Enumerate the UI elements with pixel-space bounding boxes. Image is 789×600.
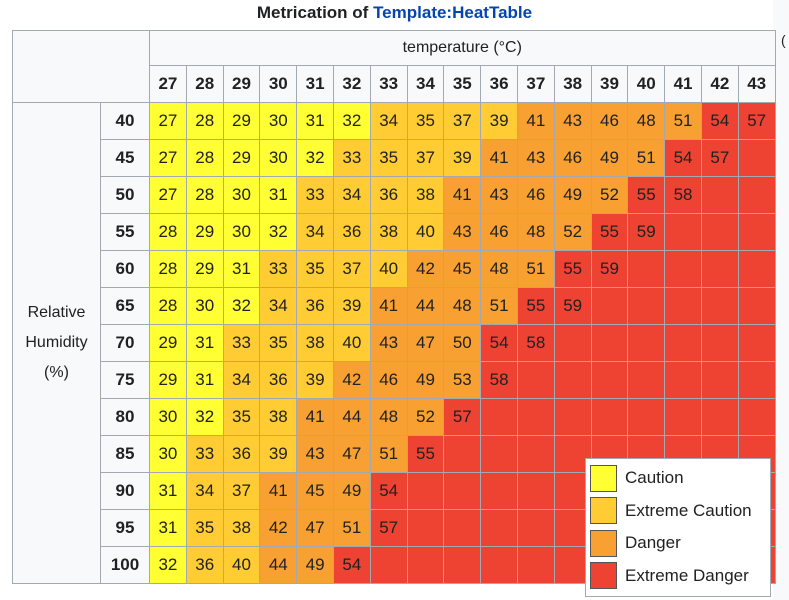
heat-cell: 31 <box>186 325 223 362</box>
heat-cell: 34 <box>333 177 370 214</box>
heat-cell: 39 <box>481 103 518 140</box>
humidity-tick: 95 <box>101 510 150 547</box>
heat-cell: 30 <box>223 214 260 251</box>
heat-cell: 52 <box>407 399 444 436</box>
legend-item <box>590 495 766 528</box>
heat-cell: 32 <box>297 140 334 177</box>
heat-cell: 50 <box>444 325 481 362</box>
heat-cell: 29 <box>223 140 260 177</box>
heat-cell: 32 <box>186 399 223 436</box>
table-row <box>13 288 776 325</box>
heat-cell: 57 <box>370 510 407 547</box>
legend-swatch <box>590 497 617 524</box>
heat-cell: 30 <box>186 288 223 325</box>
heat-cell: 32 <box>150 547 187 584</box>
humidity-tick: 85 <box>101 436 150 473</box>
heat-cell <box>591 288 628 325</box>
heat-cell: 33 <box>333 140 370 177</box>
heat-cell: 30 <box>260 140 297 177</box>
heat-cell: 51 <box>333 510 370 547</box>
heat-cell <box>665 325 702 362</box>
heat-cell: 28 <box>150 251 187 288</box>
heat-cell: 49 <box>407 362 444 399</box>
heat-cell <box>665 251 702 288</box>
humidity-tick: 65 <box>101 288 150 325</box>
humidity-axis-label-line: Humidity <box>25 334 88 351</box>
heat-cell <box>370 547 407 584</box>
heat-cell: 55 <box>407 436 444 473</box>
heat-cell <box>481 436 518 473</box>
heat-cell: 40 <box>223 547 260 584</box>
heat-cell <box>517 510 554 547</box>
legend-swatch <box>590 465 617 492</box>
heat-cell: 46 <box>554 140 591 177</box>
legend-label: Danger <box>625 533 681 553</box>
heat-cell: 36 <box>223 436 260 473</box>
heat-cell: 30 <box>150 399 187 436</box>
heat-cell: 35 <box>223 399 260 436</box>
heat-cell: 37 <box>333 251 370 288</box>
humidity-axis-label <box>13 103 101 584</box>
heat-cell: 29 <box>186 251 223 288</box>
heat-cell: 39 <box>297 362 334 399</box>
heat-cell: 42 <box>333 362 370 399</box>
heat-cell: 38 <box>370 214 407 251</box>
temperature-tick: 34 <box>407 66 444 103</box>
temperature-tick: 32 <box>333 66 370 103</box>
heat-cell: 36 <box>186 547 223 584</box>
right-edge-glyph: ( <box>781 32 786 48</box>
temperature-tick: 30 <box>260 66 297 103</box>
heat-cell <box>444 436 481 473</box>
heat-cell: 43 <box>370 325 407 362</box>
temperature-tick: 29 <box>223 66 260 103</box>
heat-cell: 46 <box>517 177 554 214</box>
heat-cell <box>591 362 628 399</box>
heat-cell: 41 <box>481 140 518 177</box>
heat-cell: 44 <box>260 547 297 584</box>
heat-cell: 37 <box>444 103 481 140</box>
heat-cell: 33 <box>223 325 260 362</box>
heat-cell: 47 <box>333 436 370 473</box>
heat-cell: 54 <box>481 325 518 362</box>
heat-cell: 29 <box>150 325 187 362</box>
heat-cell <box>407 547 444 584</box>
legend-label: Caution <box>625 468 684 488</box>
heat-cell: 48 <box>517 214 554 251</box>
heat-cell <box>628 362 665 399</box>
heat-cell: 31 <box>186 362 223 399</box>
heat-cell <box>738 399 775 436</box>
heat-cell: 32 <box>333 103 370 140</box>
heat-cell: 31 <box>260 177 297 214</box>
heat-cell <box>407 473 444 510</box>
humidity-tick: 50 <box>101 177 150 214</box>
heat-cell: 29 <box>186 214 223 251</box>
heat-cell <box>701 325 738 362</box>
heat-cell: 32 <box>223 288 260 325</box>
heat-cell: 51 <box>517 251 554 288</box>
heat-cell: 49 <box>333 473 370 510</box>
heat-cell <box>738 362 775 399</box>
heat-cell: 34 <box>297 214 334 251</box>
table-corner <box>13 31 150 103</box>
humidity-tick: 80 <box>101 399 150 436</box>
heat-cell: 40 <box>370 251 407 288</box>
heat-cell <box>481 510 518 547</box>
temperature-tick: 33 <box>370 66 407 103</box>
heat-cell: 28 <box>186 177 223 214</box>
heat-cell: 51 <box>628 140 665 177</box>
temperature-tick: 36 <box>481 66 518 103</box>
heat-cell: 47 <box>297 510 334 547</box>
heat-cell: 34 <box>223 362 260 399</box>
heat-cell: 59 <box>554 288 591 325</box>
heat-cell: 41 <box>260 473 297 510</box>
heat-cell <box>665 214 702 251</box>
table-row <box>13 325 776 362</box>
heat-cell: 34 <box>370 103 407 140</box>
heat-cell: 31 <box>297 103 334 140</box>
heat-cell: 41 <box>444 177 481 214</box>
heat-cell: 28 <box>186 140 223 177</box>
heat-cell: 57 <box>738 103 775 140</box>
heat-cell: 51 <box>665 103 702 140</box>
heat-cell: 38 <box>407 177 444 214</box>
heat-cell: 54 <box>333 547 370 584</box>
heat-cell: 57 <box>444 399 481 436</box>
heat-cell <box>481 473 518 510</box>
heat-cell: 33 <box>186 436 223 473</box>
heat-cell: 36 <box>260 362 297 399</box>
humidity-tick: 55 <box>101 214 150 251</box>
heat-cell <box>628 399 665 436</box>
heat-cell: 35 <box>186 510 223 547</box>
heat-cell: 59 <box>628 214 665 251</box>
heat-cell <box>517 547 554 584</box>
heat-cell: 53 <box>444 362 481 399</box>
heat-cell: 48 <box>628 103 665 140</box>
heat-cell: 42 <box>407 251 444 288</box>
heat-cell: 39 <box>444 140 481 177</box>
heat-cell: 35 <box>260 325 297 362</box>
heat-cell: 37 <box>223 473 260 510</box>
heat-cell: 31 <box>223 251 260 288</box>
heat-cell <box>554 399 591 436</box>
heat-cell: 54 <box>701 103 738 140</box>
table-row <box>13 103 776 140</box>
heat-cell: 35 <box>370 140 407 177</box>
table-row <box>13 214 776 251</box>
heat-cell <box>554 325 591 362</box>
heat-cell: 34 <box>260 288 297 325</box>
heat-cell <box>701 177 738 214</box>
heat-cell: 39 <box>333 288 370 325</box>
heat-cell: 41 <box>297 399 334 436</box>
heat-cell: 58 <box>517 325 554 362</box>
legend-swatch <box>590 562 617 589</box>
legend-item <box>590 527 766 560</box>
heat-cell <box>591 399 628 436</box>
legend-label: Extreme Danger <box>625 565 749 585</box>
heat-cell <box>738 251 775 288</box>
humidity-tick: 40 <box>101 103 150 140</box>
heat-cell: 37 <box>407 140 444 177</box>
heat-cell: 29 <box>223 103 260 140</box>
heat-cell: 41 <box>370 288 407 325</box>
heat-cell: 54 <box>665 140 702 177</box>
heat-cell: 55 <box>554 251 591 288</box>
heat-cell: 36 <box>370 177 407 214</box>
heat-cell <box>591 325 628 362</box>
heat-cell: 31 <box>150 510 187 547</box>
heat-cell: 27 <box>150 177 187 214</box>
heat-cell <box>665 399 702 436</box>
heat-cell: 49 <box>554 177 591 214</box>
heat-cell: 34 <box>186 473 223 510</box>
temperature-tick: 40 <box>628 66 665 103</box>
humidity-tick: 45 <box>101 140 150 177</box>
heat-cell: 42 <box>260 510 297 547</box>
heat-cell: 33 <box>260 251 297 288</box>
heat-cell: 31 <box>150 473 187 510</box>
heat-cell <box>444 547 481 584</box>
heat-cell: 30 <box>223 177 260 214</box>
humidity-tick: 70 <box>101 325 150 362</box>
heat-cell: 35 <box>297 251 334 288</box>
heat-cell: 40 <box>407 214 444 251</box>
temperature-tick: 43 <box>738 66 775 103</box>
heat-cell: 43 <box>554 103 591 140</box>
humidity-tick: 100 <box>101 547 150 584</box>
heat-cell: 45 <box>444 251 481 288</box>
heat-cell: 38 <box>260 399 297 436</box>
heat-cell: 38 <box>223 510 260 547</box>
heat-cell <box>481 547 518 584</box>
heat-cell: 55 <box>517 288 554 325</box>
humidity-axis-label-line: Relative <box>27 304 86 321</box>
heat-cell <box>701 288 738 325</box>
temperature-tick: 38 <box>554 66 591 103</box>
heat-cell <box>517 436 554 473</box>
legend-item <box>590 560 766 593</box>
heat-cell <box>701 399 738 436</box>
temperature-tick: 39 <box>591 66 628 103</box>
heat-cell: 27 <box>150 103 187 140</box>
heat-cell <box>738 288 775 325</box>
temperature-tick: 28 <box>186 66 223 103</box>
heat-cell: 44 <box>333 399 370 436</box>
heat-cell: 46 <box>481 214 518 251</box>
heat-cell: 38 <box>297 325 334 362</box>
heat-cell: 32 <box>260 214 297 251</box>
temperature-tick: 35 <box>444 66 481 103</box>
heat-cell <box>444 473 481 510</box>
template-link[interactable]: Template:HeatTable <box>373 3 533 22</box>
heat-cell: 41 <box>517 103 554 140</box>
heat-cell: 51 <box>370 436 407 473</box>
temperature-tick: 27 <box>150 66 187 103</box>
heat-cell <box>701 214 738 251</box>
table-row <box>13 362 776 399</box>
heat-cell: 49 <box>591 140 628 177</box>
heat-cell: 30 <box>150 436 187 473</box>
heat-cell: 55 <box>591 214 628 251</box>
heat-cell: 46 <box>370 362 407 399</box>
heat-cell <box>628 288 665 325</box>
humidity-axis-label-line: (%) <box>44 364 69 381</box>
heat-cell: 45 <box>297 473 334 510</box>
heat-cell: 59 <box>591 251 628 288</box>
heat-cell: 48 <box>370 399 407 436</box>
heat-cell <box>444 510 481 547</box>
legend-label: Extreme Caution <box>625 500 752 520</box>
humidity-tick: 75 <box>101 362 150 399</box>
heat-cell <box>517 399 554 436</box>
heat-cell <box>407 510 444 547</box>
heat-cell: 58 <box>665 177 702 214</box>
heat-cell <box>628 251 665 288</box>
heat-cell: 52 <box>591 177 628 214</box>
heat-cell <box>481 399 518 436</box>
table-row <box>13 251 776 288</box>
heat-cell: 54 <box>370 473 407 510</box>
temperature-tick: 37 <box>517 66 554 103</box>
heat-cell: 40 <box>333 325 370 362</box>
temperature-tick: 42 <box>701 66 738 103</box>
heat-cell: 28 <box>186 103 223 140</box>
heat-cell: 47 <box>407 325 444 362</box>
heat-cell: 48 <box>444 288 481 325</box>
title-prefix: Metrication of <box>256 3 374 22</box>
heat-cell: 39 <box>260 436 297 473</box>
heat-cell <box>738 177 775 214</box>
heat-cell: 29 <box>150 362 187 399</box>
heat-cell: 58 <box>481 362 518 399</box>
heat-cell: 28 <box>150 214 187 251</box>
heat-cell: 43 <box>517 140 554 177</box>
heat-cell: 35 <box>407 103 444 140</box>
heat-cell: 43 <box>297 436 334 473</box>
heat-cell <box>517 473 554 510</box>
heat-cell <box>517 362 554 399</box>
humidity-tick: 90 <box>101 473 150 510</box>
heat-cell <box>738 325 775 362</box>
heat-cell: 48 <box>481 251 518 288</box>
heat-cell <box>628 325 665 362</box>
heat-cell: 36 <box>297 288 334 325</box>
heat-cell: 43 <box>444 214 481 251</box>
heat-cell: 30 <box>260 103 297 140</box>
heat-cell <box>738 214 775 251</box>
heat-cell: 44 <box>407 288 444 325</box>
heat-cell: 49 <box>297 547 334 584</box>
heat-cell <box>701 362 738 399</box>
page-title <box>0 3 789 23</box>
table-row <box>13 399 776 436</box>
legend-swatch <box>590 530 617 557</box>
heat-cell: 46 <box>591 103 628 140</box>
heat-cell <box>554 362 591 399</box>
heat-cell: 28 <box>150 288 187 325</box>
heat-cell: 33 <box>297 177 334 214</box>
heat-cell: 55 <box>628 177 665 214</box>
heat-cell <box>665 288 702 325</box>
heat-cell <box>738 140 775 177</box>
legend <box>585 458 771 597</box>
heat-cell: 52 <box>554 214 591 251</box>
heat-cell: 36 <box>333 214 370 251</box>
legend-item <box>590 462 766 495</box>
heat-cell: 51 <box>481 288 518 325</box>
heat-cell: 57 <box>701 140 738 177</box>
temperature-tick: 31 <box>297 66 334 103</box>
heat-cell: 27 <box>150 140 187 177</box>
heat-cell <box>665 362 702 399</box>
temperature-tick: 41 <box>665 66 702 103</box>
humidity-tick: 60 <box>101 251 150 288</box>
heat-cell <box>701 251 738 288</box>
heat-cell: 43 <box>481 177 518 214</box>
table-row <box>13 177 776 214</box>
table-row <box>13 140 776 177</box>
temperature-header: temperature (°C) <box>150 31 776 66</box>
